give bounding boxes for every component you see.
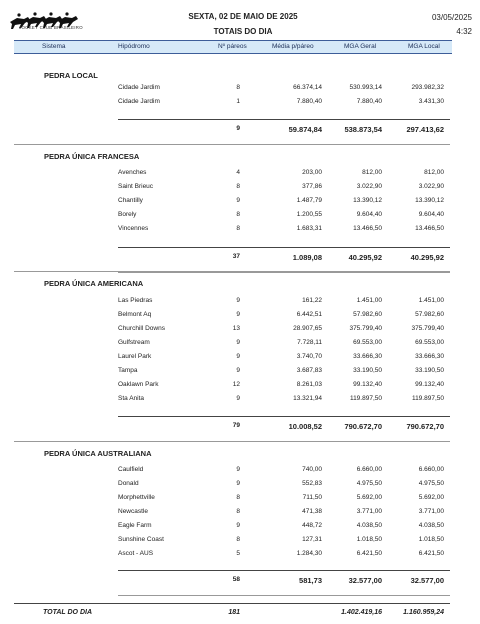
col-mga-geral: MGA Geral bbox=[344, 43, 377, 50]
cell-npareos: 9 bbox=[236, 367, 240, 374]
cell-mga-geral: 69.553,00 bbox=[353, 339, 382, 346]
table-row bbox=[0, 311, 480, 323]
cell-media: 1.487,79 bbox=[296, 197, 322, 204]
cell-npareos: 12 bbox=[232, 381, 240, 388]
col-hipodromo: Hipódromo bbox=[118, 43, 150, 50]
cell-mga-local: 13.390,12 bbox=[415, 197, 444, 204]
grand-total-mga-geral: 1.402.419,16 bbox=[341, 609, 382, 616]
cell-media: 8.261,03 bbox=[296, 381, 322, 388]
subtotal-top-rule bbox=[118, 416, 450, 417]
report-title: SEXTA, 02 DE MAIO DE 2025 bbox=[188, 12, 298, 21]
cell-media: 3.740,70 bbox=[296, 353, 322, 360]
table-row bbox=[0, 211, 480, 223]
cell-mga-geral: 3.771,00 bbox=[356, 508, 382, 515]
cell-media: 1.683,31 bbox=[296, 225, 322, 232]
table-row bbox=[0, 169, 480, 181]
cell-mga-local: 375.799,40 bbox=[411, 325, 444, 332]
cell-mga-local: 4.038,50 bbox=[418, 522, 444, 529]
cell-hipodromo: Avenches bbox=[118, 169, 147, 176]
cell-npareos: 9 bbox=[236, 197, 240, 204]
subtotal-top-rule bbox=[118, 570, 450, 571]
cell-hipodromo: Oaklawn Park bbox=[118, 381, 159, 388]
col-npareos: Nº páreos bbox=[218, 43, 247, 50]
cell-npareos: 1 bbox=[236, 98, 240, 105]
subtotal-mga-geral: 538.873,54 bbox=[344, 125, 382, 134]
col-sistema: Sistema bbox=[42, 43, 66, 50]
cell-media: 66.374,14 bbox=[293, 84, 322, 91]
subtotal-mga-local: 40.295,92 bbox=[410, 253, 444, 262]
table-row bbox=[0, 225, 480, 237]
cell-npareos: 9 bbox=[236, 297, 240, 304]
cell-mga-geral: 375.799,40 bbox=[349, 325, 382, 332]
subtotal-media: 10.008,52 bbox=[288, 422, 322, 431]
subtotal-row bbox=[0, 125, 480, 137]
cell-media: 711,50 bbox=[302, 494, 322, 501]
subtotal-npareos: 58 bbox=[232, 576, 240, 583]
cell-media: 448,72 bbox=[302, 522, 322, 529]
cell-mga-local: 13.466,50 bbox=[415, 225, 444, 232]
cell-hipodromo: Cidade Jardim bbox=[118, 84, 160, 91]
grand-total-mga-local: 1.160.959,24 bbox=[403, 609, 444, 616]
cell-mga-geral: 6.421,50 bbox=[356, 550, 382, 557]
cell-npareos: 9 bbox=[236, 466, 240, 473]
cell-hipodromo: Belmont Aq bbox=[118, 311, 152, 318]
cell-media: 7.728,11 bbox=[297, 339, 322, 346]
table-row bbox=[0, 98, 480, 110]
cell-media: 1.284,30 bbox=[296, 550, 322, 557]
grand-total-npareos: 181 bbox=[228, 609, 240, 616]
cell-npareos: 9 bbox=[236, 339, 240, 346]
cell-media: 377,86 bbox=[302, 183, 322, 190]
cell-mga-local: 1.018,50 bbox=[418, 536, 444, 543]
cell-mga-local: 3.022,90 bbox=[418, 183, 444, 190]
cell-npareos: 9 bbox=[236, 311, 240, 318]
col-mga-local: MGA Local bbox=[408, 43, 440, 50]
cell-mga-local: 6.660,00 bbox=[418, 466, 444, 473]
cell-hipodromo: Donald bbox=[118, 480, 139, 487]
cell-hipodromo: Gulfstream bbox=[118, 339, 150, 346]
cell-mga-local: 33.666,30 bbox=[415, 353, 444, 360]
subtotal-npareos: 79 bbox=[232, 422, 240, 429]
grand-total-row bbox=[0, 609, 480, 621]
cell-mga-geral: 57.982,60 bbox=[353, 311, 382, 318]
grand-total-label: TOTAL DO DIA bbox=[43, 609, 92, 616]
subtotal-mga-geral: 32.577,00 bbox=[348, 576, 382, 585]
cell-npareos: 8 bbox=[236, 508, 240, 515]
cell-mga-geral: 1.018,50 bbox=[356, 536, 382, 543]
cell-mga-geral: 4.975,50 bbox=[356, 480, 382, 487]
cell-npareos: 9 bbox=[236, 480, 240, 487]
cell-media: 471,38 bbox=[302, 508, 322, 515]
logo-caption: JOCKEY CLUB BRASILEIRO bbox=[19, 25, 83, 30]
subtotal-npareos: 37 bbox=[232, 253, 240, 260]
cell-hipodromo: Churchill Downs bbox=[118, 325, 165, 332]
cell-npareos: 8 bbox=[236, 211, 240, 218]
subtotal-mga-local: 297.413,62 bbox=[406, 125, 444, 134]
cell-hipodromo: Chantilly bbox=[118, 197, 143, 204]
cell-hipodromo: Saint Brieuc bbox=[118, 183, 154, 190]
cell-mga-local: 69.553,00 bbox=[415, 339, 444, 346]
table-row bbox=[0, 84, 480, 96]
subtotal-mga-geral: 790.672,70 bbox=[344, 422, 382, 431]
subtotal-row bbox=[0, 422, 480, 434]
cell-mga-local: 9.604,40 bbox=[418, 211, 444, 218]
section-title: PEDRA ÚNICA FRANCESA bbox=[44, 152, 140, 161]
col-media: Média p/páreo bbox=[272, 43, 314, 50]
cell-hipodromo: Las Piedras bbox=[118, 297, 153, 304]
subtotal-mga-local: 790.672,70 bbox=[406, 422, 444, 431]
subtotal-row bbox=[0, 253, 480, 265]
table-row bbox=[0, 353, 480, 365]
table-row bbox=[0, 183, 480, 195]
cell-media: 740,00 bbox=[302, 466, 322, 473]
table-row bbox=[0, 550, 480, 562]
print-time: 4:32 bbox=[456, 27, 472, 36]
cell-mga-geral: 4.038,50 bbox=[356, 522, 382, 529]
cell-hipodromo: Newcastle bbox=[118, 508, 148, 515]
cell-npareos: 13 bbox=[232, 325, 240, 332]
cell-npareos: 5 bbox=[236, 550, 240, 557]
cell-mga-geral: 7.880,40 bbox=[356, 98, 382, 105]
cell-media: 7.880,40 bbox=[296, 98, 322, 105]
cell-media: 1.200,55 bbox=[296, 211, 322, 218]
section-title: PEDRA ÚNICA AUSTRALIANA bbox=[44, 449, 152, 458]
section-divider bbox=[14, 271, 450, 272]
table-row bbox=[0, 325, 480, 337]
cell-hipodromo: Cidade Jardim bbox=[118, 98, 160, 105]
table-row bbox=[0, 522, 480, 534]
print-date: 03/05/2025 bbox=[431, 13, 472, 22]
cell-mga-local: 99.132,40 bbox=[415, 381, 444, 388]
report-subtitle: TOTAIS DO DIA bbox=[213, 27, 273, 36]
cell-mga-local: 3.771,00 bbox=[418, 508, 444, 515]
cell-mga-local: 5.692,00 bbox=[418, 494, 444, 501]
cell-mga-geral: 5.692,00 bbox=[356, 494, 382, 501]
cell-hipodromo: Tampa bbox=[118, 367, 138, 374]
cell-mga-local: 1.451,00 bbox=[418, 297, 444, 304]
subtotal-top-rule bbox=[118, 119, 450, 120]
jockey-club-horses-logo bbox=[8, 10, 84, 34]
cell-mga-geral: 812,00 bbox=[362, 169, 382, 176]
subtotal-mga-local: 32.577,00 bbox=[410, 576, 444, 585]
table-row bbox=[0, 480, 480, 492]
cell-npareos: 8 bbox=[236, 536, 240, 543]
cell-mga-geral: 1.451,00 bbox=[356, 297, 382, 304]
cell-mga-local: 3.431,30 bbox=[418, 98, 444, 105]
subtotal-mga-geral: 40.295,92 bbox=[348, 253, 382, 262]
cell-mga-local: 293.982,32 bbox=[411, 84, 444, 91]
table-row bbox=[0, 367, 480, 379]
cell-mga-local: 33.190,50 bbox=[415, 367, 444, 374]
subtotal-bottom-rule bbox=[118, 272, 450, 273]
subtotal-npareos: 9 bbox=[236, 125, 240, 132]
section-divider bbox=[14, 144, 450, 145]
table-row bbox=[0, 395, 480, 407]
cell-hipodromo: Laurel Park bbox=[118, 353, 152, 360]
cell-mga-geral: 13.390,12 bbox=[353, 197, 382, 204]
section-divider bbox=[14, 441, 450, 442]
cell-hipodromo: Morphettville bbox=[118, 494, 155, 501]
cell-mga-geral: 33.666,30 bbox=[353, 353, 382, 360]
subtotal-media: 59.874,84 bbox=[288, 125, 322, 134]
cell-npareos: 8 bbox=[236, 183, 240, 190]
subtotal-bottom-rule bbox=[118, 595, 450, 596]
cell-media: 203,00 bbox=[302, 169, 322, 176]
cell-media: 127,31 bbox=[302, 536, 322, 543]
cell-npareos: 9 bbox=[236, 395, 240, 402]
cell-media: 28.907,65 bbox=[293, 325, 322, 332]
cell-npareos: 4 bbox=[236, 169, 240, 176]
cell-hipodromo: Borely bbox=[118, 211, 137, 218]
column-header-bar bbox=[14, 40, 452, 54]
table-row bbox=[0, 381, 480, 393]
cell-npareos: 9 bbox=[236, 522, 240, 529]
cell-hipodromo: Sta Anita bbox=[118, 395, 145, 402]
cell-hipodromo: Vincennes bbox=[118, 225, 149, 232]
subtotal-media: 1.089,08 bbox=[292, 253, 322, 262]
table-row bbox=[0, 197, 480, 209]
cell-hipodromo: Eagle Farm bbox=[118, 522, 152, 529]
cell-mga-geral: 99.132,40 bbox=[353, 381, 382, 388]
cell-mga-local: 6.421,50 bbox=[418, 550, 444, 557]
subtotal-row bbox=[0, 576, 480, 588]
cell-npareos: 8 bbox=[236, 225, 240, 232]
cell-mga-local: 57.982,60 bbox=[415, 311, 444, 318]
table-row bbox=[0, 466, 480, 478]
subtotal-top-rule bbox=[118, 247, 450, 248]
cell-media: 13.321,94 bbox=[293, 395, 322, 402]
cell-media: 552,83 bbox=[302, 480, 322, 487]
cell-mga-local: 119.897,50 bbox=[411, 395, 444, 402]
section-title: PEDRA LOCAL bbox=[44, 71, 98, 80]
cell-mga-geral: 119.897,50 bbox=[349, 395, 382, 402]
cell-hipodromo: Sunshine Coast bbox=[118, 536, 164, 543]
table-row bbox=[0, 339, 480, 351]
table-row bbox=[0, 508, 480, 520]
cell-npareos: 8 bbox=[236, 84, 240, 91]
cell-npareos: 9 bbox=[236, 353, 240, 360]
cell-media: 161,22 bbox=[302, 297, 322, 304]
table-row bbox=[0, 536, 480, 548]
cell-npareos: 8 bbox=[236, 494, 240, 501]
cell-mga-geral: 3.022,90 bbox=[356, 183, 382, 190]
cell-media: 3.687,83 bbox=[296, 367, 322, 374]
cell-mga-geral: 6.660,00 bbox=[356, 466, 382, 473]
grand-total-separator bbox=[14, 603, 450, 604]
table-row bbox=[0, 494, 480, 506]
cell-mga-local: 812,00 bbox=[424, 169, 444, 176]
cell-hipodromo: Ascot - AUS bbox=[118, 550, 154, 557]
cell-mga-geral: 33.190,50 bbox=[353, 367, 382, 374]
cell-mga-geral: 9.604,40 bbox=[356, 211, 382, 218]
cell-mga-local: 4.975,50 bbox=[418, 480, 444, 487]
cell-hipodromo: Caulfield bbox=[118, 466, 144, 473]
cell-media: 6.442,51 bbox=[296, 311, 322, 318]
cell-mga-geral: 530.993,14 bbox=[349, 84, 382, 91]
table-row bbox=[0, 297, 480, 309]
subtotal-media: 581,73 bbox=[299, 576, 322, 585]
section-title: PEDRA ÚNICA AMERICANA bbox=[44, 279, 144, 288]
cell-mga-geral: 13.466,50 bbox=[353, 225, 382, 232]
